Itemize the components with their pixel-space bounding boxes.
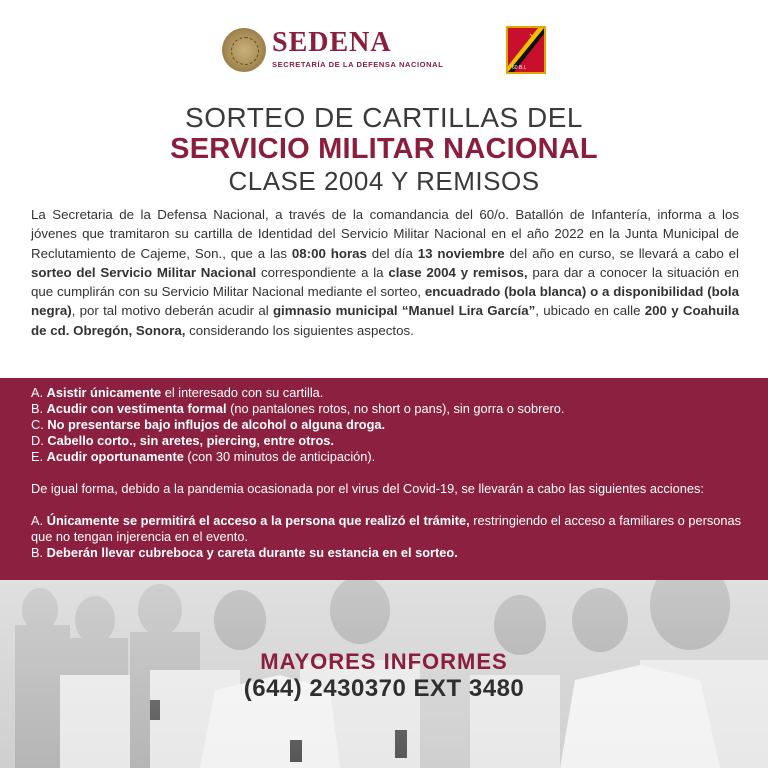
intro-text: del día: [366, 245, 418, 261]
requirement-item-letter: C.: [31, 417, 48, 432]
intro-text: considerando los siguientes aspectos.: [185, 322, 414, 338]
requirement-item-text: el interesado con su cartilla.: [161, 385, 324, 400]
requirement-item-bold: Acudir oportunamente: [46, 449, 184, 464]
requirement-item-text: (con 30 minutos de anticipación).: [183, 449, 376, 464]
requirement-item-bold: Acudir con vestimenta formal: [46, 401, 227, 416]
requirement-item-letter: B.: [31, 401, 47, 416]
covid-action-item-bold: Únicamente se permitirá el acceso a la persona que realizó el trámite,: [46, 513, 470, 528]
intro-bold-text: clase 2004 y remisos,: [388, 264, 528, 280]
requirement-item: [31, 385, 741, 401]
requirement-item-bold: Asistir únicamente: [46, 385, 162, 400]
intro-bold-text: 200 y Coahuila de cd. Obregón, Sonora,: [31, 303, 739, 338]
brand-subtitle: SECRETARÍA DE LA DEFENSA NACIONAL: [272, 60, 444, 69]
covid-intro: De igual forma, debido a la pandemia ocasionada por el virus del Covid-19, se llevarán a cabo las siguientes acciones:: [31, 481, 704, 496]
title-line-3: CLASE 2004 Y REMISOS: [228, 166, 540, 196]
battalion-emblem-icon: [506, 26, 546, 74]
covid-action-item: [31, 545, 741, 561]
intro-text: , por tal motivo deberán acudir al: [71, 303, 273, 319]
requirement-item: [31, 433, 741, 449]
intro-bold-text: gimnasio municipal “Manuel Lira García”: [272, 303, 536, 319]
more-info-label: MAYORES INFORMES: [260, 649, 508, 674]
intro-text: para dar a conocer la situación en que cumplirán con su Servicio Militar Nacional mediante el sorteo,: [31, 264, 740, 300]
covid-action-item-letter: A.: [31, 513, 47, 528]
intro-bold-text: 08:00 horas: [291, 245, 367, 261]
intro-bold-text: encuadrado (bola blanca) o a disponibilidad (bola negra): [31, 284, 739, 319]
requirement-item-letter: D.: [31, 433, 48, 448]
contact-phone: (644) 2430370 EXT 3480: [243, 675, 525, 702]
title-line-1: SORTEO DE CARTILLAS DEL: [185, 102, 583, 133]
sedena-logo: [272, 28, 443, 69]
requirement-item-bold: No presentarse bajo influjos de alcohol o alguna droga.: [47, 417, 386, 432]
requirement-item-text: (no pantalones rotos, no short o pans), sin gorra o sobrero.: [226, 401, 565, 416]
emblem-label: 60 B.I.: [512, 65, 527, 71]
intro-text: del año en curso, se llevará a cabo el: [504, 245, 739, 261]
requirement-item-bold: Cabello corto., sin aretes, piercing, entre otros.: [47, 433, 334, 448]
covid-action-item-bold: Deberán llevar cubreboca y careta durante su estancia en el sorteo.: [46, 545, 458, 560]
requirement-item-letter: E.: [31, 449, 47, 464]
intro-bold-text: 13 noviembre: [417, 245, 505, 261]
requirements-band: [0, 378, 768, 580]
intro-text: La Secretaria de la Defensa Nacional, a través de la comandancia del 60/o. Batallón de Infantería, informa a los jóvenes que tramitaron su cartilla de Identidad del Servicio Militar Nacional en el año 2022 en la Junta Municipal de Reclutamiento de Cajeme, Son., que a las: [31, 207, 739, 261]
brand-name: SEDENA: [272, 27, 392, 58]
covid-action-item-text: restringiendo el acceso a familiares o personas que no tengan injerencia en el evento.: [31, 513, 741, 544]
requirement-item: [31, 449, 741, 465]
intro-text: correspondiente a la: [256, 264, 389, 280]
intro-text: , ubicado en calle: [535, 303, 645, 319]
title-line-2: SERVICIO MILITAR NACIONAL: [170, 133, 598, 165]
covid-action-item: [31, 513, 741, 545]
requirement-item: [31, 401, 741, 417]
requirement-item-letter: A.: [31, 385, 47, 400]
national-seal-icon: [222, 28, 266, 72]
covid-actions-list: [31, 513, 741, 561]
requirements-list: [31, 385, 741, 465]
intro-bold-text: sorteo del Servicio Militar Nacional: [31, 264, 257, 280]
requirement-item: [31, 417, 741, 433]
covid-action-item-letter: B.: [31, 545, 47, 560]
intro-paragraph: [31, 205, 739, 340]
